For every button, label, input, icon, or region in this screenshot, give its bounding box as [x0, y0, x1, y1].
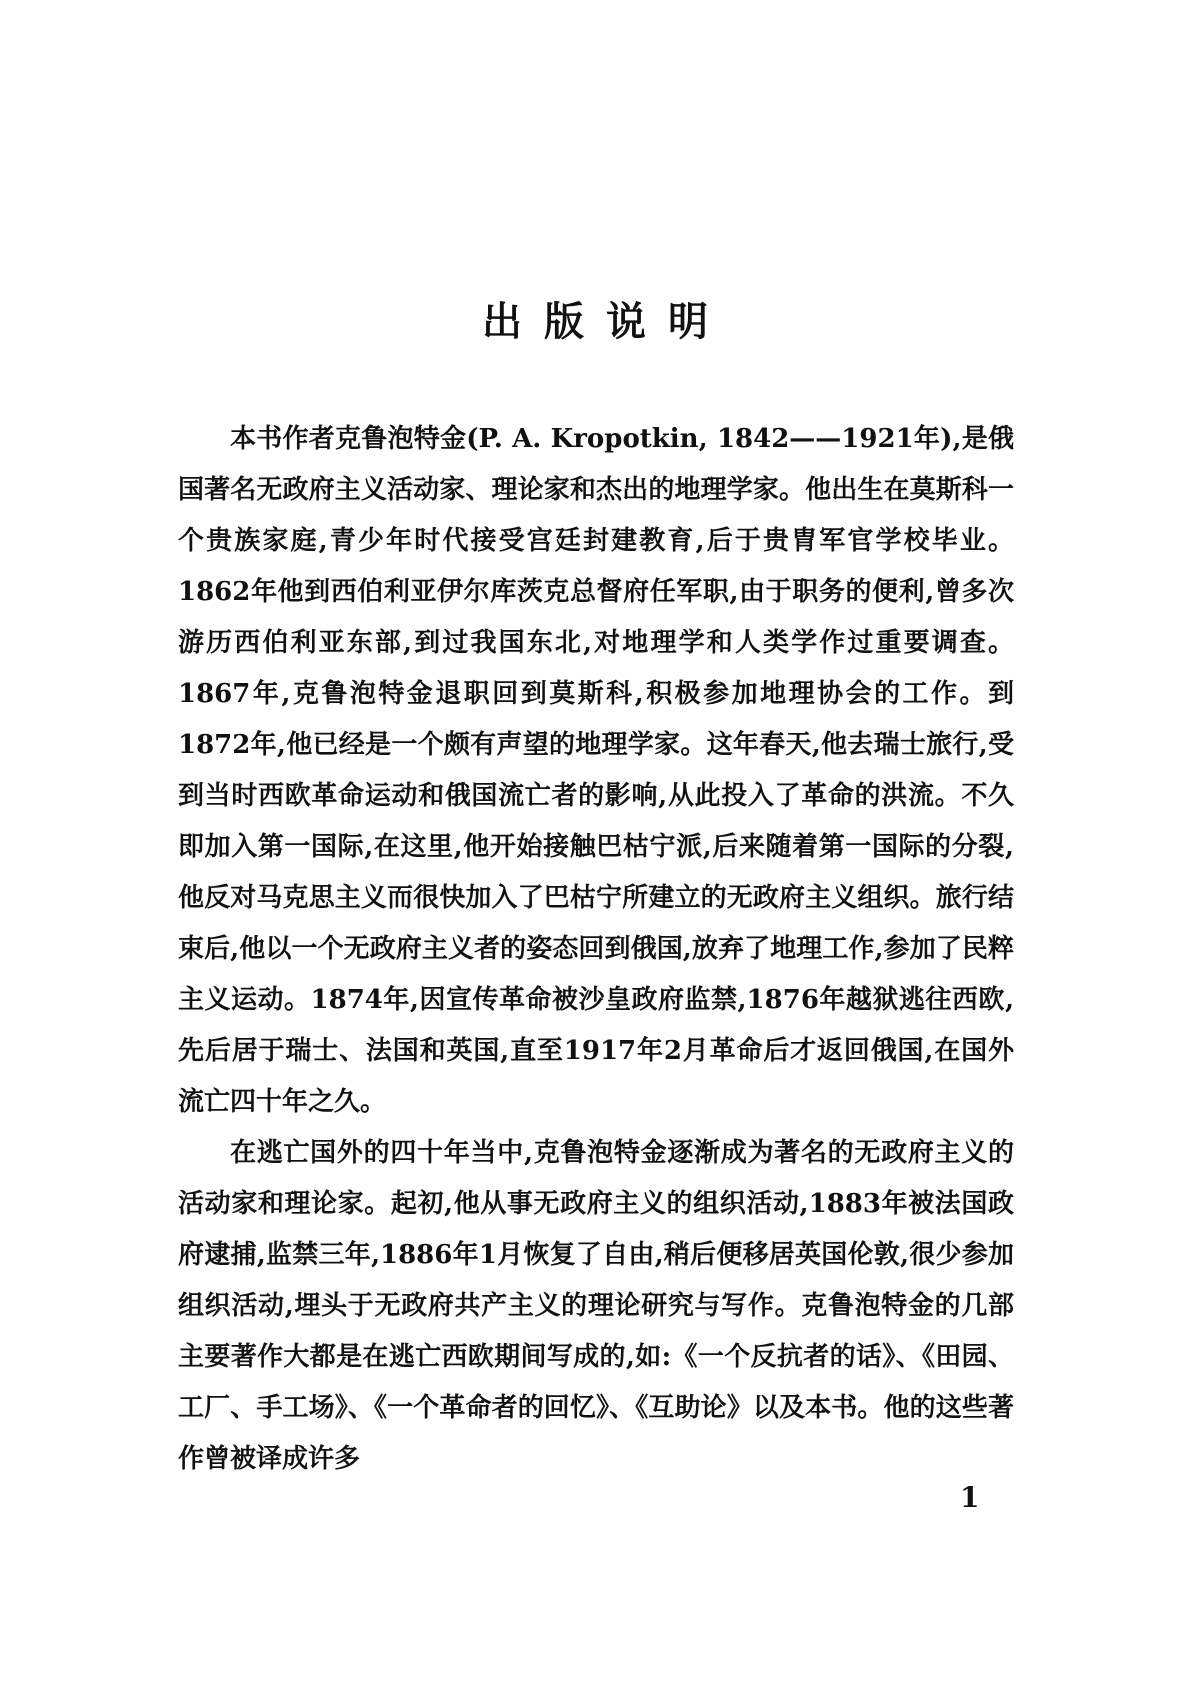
page-title: 出版说明: [482, 298, 730, 345]
page-number: 1: [960, 1481, 980, 1514]
paragraph: 本书作者克鲁泡特金(P. A. Kropotkin, 1842——1921年),是俄国著名无政府主义活动家、理论家和杰出的地理学家。他出生在莫斯科一个贵族家庭,青少年时代接受宫廷封建教育,后于贵胄军官学校毕业。1862年他到西伯利亚伊尔库茨克总督府任军职,由于职务的便利,曾多次游历西伯利亚东部,到过我国东北,对地理学和人类学作过重要调查。1867年,克鲁泡特金退职回到莫斯科,积极参加地理协会的工作。到1872年,他已经是一个颇有声望的地理学家。这年春天,他去瑞士旅行,受到当时西欧革命运动和俄国流亡者的影响,从此投入了革命的洪流。不久即加入第一国际,在这里,他开始接触巴枯宁派,后来随着第一国际的分裂,他反对马克思主义而很快加入了巴枯宁所建立的无政府主义组织。旅行结束后,他以一个无政府主义者的姿态回到俄国,放弃了地理工作,参加了民粹主义运动。1874年,因宣传革命被沙皇政府监禁,1876年越狱逃往西欧,先后居于瑞士、法国和英国,直至1917年2月革命后才返回俄国,在国外流亡四十年之久。: [178, 424, 1014, 1117]
body-text: [178, 414, 1014, 1485]
paragraph: 在逃亡国外的四十年当中,克鲁泡特金逐渐成为著名的无政府主义的活动家和理论家。起初,他从事无政府主义的组织活动,1883年被法国政府逮捕,监禁三年,1886年1月恢复了自由,稍后便移居英国伦敦,很少参加组织活动,埋头于无政府共产主义的理论研究与写作。克鲁泡特金的几部主要著作大都是在逃亡西欧期间写成的,如:《一个反抗者的话》、《田园、工厂、手工场》、《一个革命者的回忆》、《互助论》以及本书。他的这些著作曾被译成许多: [178, 1138, 1014, 1474]
